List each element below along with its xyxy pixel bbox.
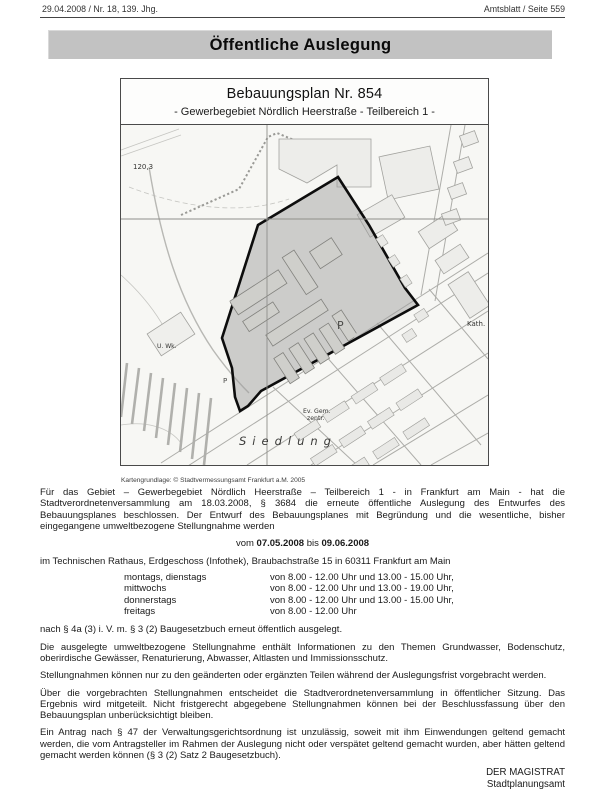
hours-row [124, 595, 565, 606]
map-label-church-2: zentr. [307, 415, 325, 422]
hours-times: von 8.00 - 12.00 Uhr und 13.00 - 15.00 Uhr, [270, 594, 454, 606]
banner-title: Öffentliche Auslegung [209, 35, 392, 54]
display-period [40, 538, 565, 549]
map-title-box [121, 79, 488, 125]
body-paragraph-legal-basis: nach § 4a (3) i. V. m. § 3 (2) Baugesetzbuch erneut öffentlich ausgelegt. [40, 624, 343, 636]
hours-row [124, 606, 565, 617]
body-paragraph-antrag: Ein Antrag nach § 47 der Verwaltungsgerichtsordnung ist unzulässig, soweit mit ihm Einwendungen geltend gemacht werden, die vom Antragsteller im Rahmen der Auslegung nicht oder verspätet geltend gemacht wurden, aber hätten geltend gemacht werden können (§ 3 (2) Satz 2 Baugesetzbuch). [40, 727, 565, 762]
hours-times: von 8.00 - 12.00 Uhr und 13.00 - 15.00 Uhr, [270, 572, 454, 584]
period-end-date: 09.06.2008 [321, 538, 370, 550]
section-banner [48, 30, 552, 59]
notice-body [40, 487, 565, 790]
page-header [40, 4, 565, 18]
period-prefix: vom [235, 538, 254, 550]
opening-hours [124, 572, 565, 617]
display-location: im Technischen Rathaus, Erdgeschoss (Infothek), Braubachstraße 15 in 60311 Frankfurt am Main [40, 556, 451, 568]
map-caption: Kartengrundlage: © Stadtvermessungsamt Frankfurt a.M. 2005 [121, 477, 306, 484]
city-map [121, 125, 488, 465]
signature-line-2: Stadtplanungsamt [486, 778, 565, 790]
signature-line-1: DER MAGISTRAT [486, 767, 565, 779]
hours-times: von 8.00 - 12.00 Uhr und 13.00 - 19.00 Uhr, [270, 583, 454, 595]
map-label-kath: Kath. [467, 320, 486, 328]
map-label-siedlung: Siedlung [239, 434, 337, 448]
map-subtitle: - Gewerbegebiet Nördlich Heerstraße - Teilbereich 1 - [174, 106, 435, 118]
body-paragraph-topics: Die ausgelegte umweltbezogene Stellungnahme enthält Informationen zu den Themen Grundwasser, Bodenschutz, oberirdische Gewässer, Renaturierung, Abwasser, Altlasten und Immissionsschutz. [40, 641, 565, 664]
map-frame [120, 78, 489, 466]
signature-block [40, 767, 565, 790]
map-label-church-1: Ev. Gem. [303, 408, 331, 415]
header-issue-date: 29.04.2008 / Nr. 18, 139. Jhg. [42, 4, 158, 14]
hours-days: montags, dienstags [124, 572, 207, 584]
period-start-date: 07.05.2008 [256, 538, 305, 550]
body-paragraph-decision: Über die vorgebrachten Stellungnahmen entscheidet die Stadtverordnetenversammlung in öffentlicher Sitzung. Das Ergebnis wird mitgeteilt. Nicht fristgerecht abgegebene Stellungnahmen können bei der Beschlussfassung über den Bebauungsplan unberücksichtigt bleiben. [40, 687, 565, 722]
header-page-number: Amtsblatt / Seite 559 [483, 4, 565, 14]
map-label-parking-large: P [337, 319, 344, 332]
map-label-elevation: 120,3 [133, 163, 154, 171]
map-label-uwk: U. Wk. [157, 343, 177, 350]
body-paragraph-comments: Stellungnahmen können nur zu den geänderten oder ergänzten Teilen während der Auslegungsfrist vorgebracht werden. [40, 670, 547, 682]
hours-times: von 8.00 - 12.00 Uhr [270, 606, 357, 618]
hours-row [124, 583, 565, 594]
body-paragraph-intro: Für das Gebiet – Gewerbegebiet Nördlich Heerstraße – Teilbereich 1 - in Frankfurt am Main - hat die Stadtverordnetenversammlung am 18.03.2008, § 3684 die erneute öffentliche Auslegung des Entwurfes des Bebauungsplanes beschlossen. Der Entwurf des Bebauungsplanes mit Begründung und die wesentliche, bisher eingegangene umweltbezogene Stellungnahme werden [40, 487, 565, 532]
hours-days: mittwochs [124, 583, 167, 595]
hours-days: donnerstags [124, 594, 177, 606]
hours-days: freitags [124, 606, 156, 618]
map-title: Bebauungsplan Nr. 854 [226, 86, 383, 102]
map-label-parking-small: P [223, 377, 228, 385]
hours-row [124, 572, 565, 583]
period-connector: bis [306, 538, 319, 550]
